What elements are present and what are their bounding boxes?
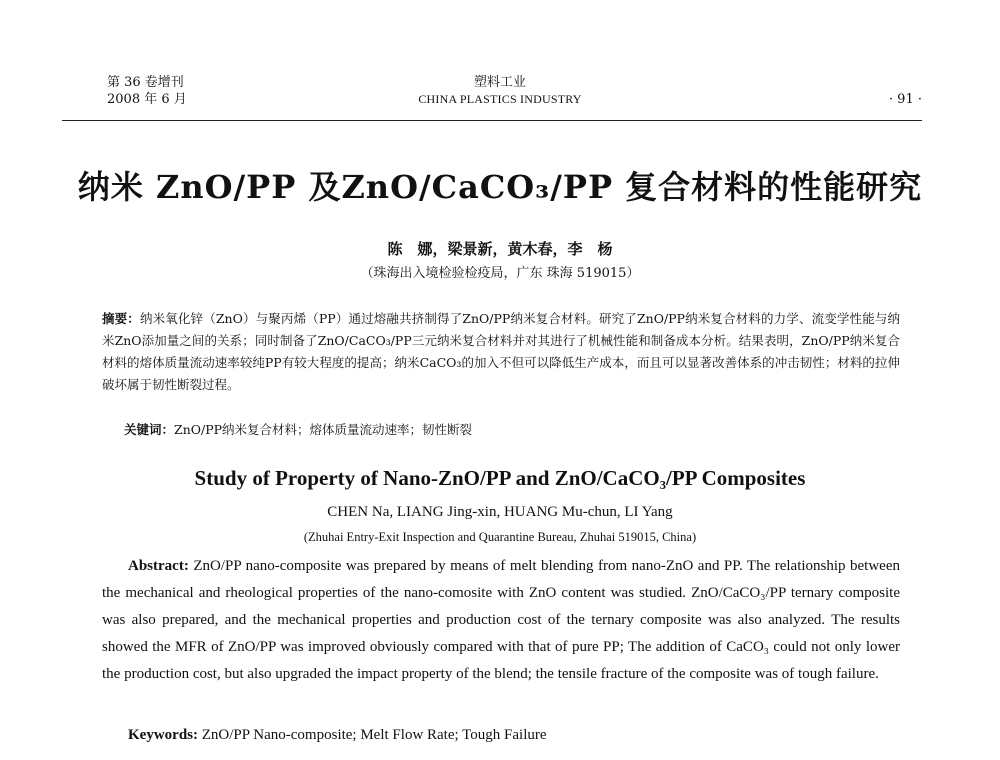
affiliation-cn: （珠海出入境检验检疫局，广东 珠海 519015）	[360, 266, 640, 281]
issue-date: 2008 年 6 月	[107, 92, 187, 107]
volume-label: 第 36 卷增刊	[107, 75, 184, 90]
abstract-en-text: ZnO/PP nano-composite was prepared by means of melt blending from nano-ZnO and PP. The relationship between the mechanical and rheological properties of the nano-comosite with ZnO content was studied. ZnO/CaCO₃/PP ternary composite was also prepared, and the mechanical properties and production cost of the ternary composite was also analyzed. The results showed the MFR of ZnO/PP was improved obviously compared with that of pure PP; The addition of CaCO₃ could not only lower the production cost, but also upgraded the impact property of the blend; the tensile fracture of the composite was of tough failure.	[102, 558, 900, 682]
keywords-en-label: Keywords:	[128, 727, 198, 743]
affiliation-en: (Zhuhai Entry-Exit Inspection and Quarantine Bureau, Zhuhai 519015, China)	[303, 530, 697, 544]
abstract-cn	[102, 308, 900, 396]
abstract-en	[102, 553, 900, 688]
keywords-en	[128, 727, 547, 744]
running-header-journal	[0, 74, 1000, 108]
abstract-en-label: Abstract:	[128, 558, 189, 574]
keywords-cn-text: ZnO/PP纳米复合材料；熔体质量流动速率；韧性断裂	[174, 422, 473, 437]
journal-name-cn: 塑料工业	[473, 75, 526, 90]
abstract-cn-label: 摘要：	[102, 311, 140, 326]
page-number: · 91 ·	[888, 92, 922, 107]
authors-en: CHEN Na, LIANG Jing-xin, HUANG Mu-chun, LI Yang	[327, 504, 673, 520]
header-rule	[62, 120, 922, 121]
keywords-cn	[124, 420, 472, 438]
authors-cn: 陈 娜，梁景新，黄木春，李 杨	[387, 240, 613, 258]
journal-name-en: CHINA PLASTICS INDUSTRY	[418, 92, 582, 106]
keywords-cn-label: 关键词：	[124, 422, 175, 437]
keywords-en-text: ZnO/PP Nano-composite; Melt Flow Rate; Tough Failure	[201, 727, 547, 743]
abstract-cn-text: 纳米氧化锌（ZnO）与聚丙烯（PP）通过熔融共挤制得了ZnO/PP纳米复合材料。研究了ZnO/PP纳米复合材料的力学、流变学性能与纳米ZnO添加量之间的关系；同时制备了ZnO/CaCO₃/PP三元纳米复合材料并对其进行了机械性能和制备成本分析。结果表明，ZnO/PP纳米复合材料的熔体质量流动速率较纯PP有较大程度的提高；纳米CaCO₃的加入不但可以降低生产成本，而且可以显著改善体系的冲击韧性；材料的拉伸破坏属于韧性断裂过程。	[102, 311, 900, 392]
paper-title-cn: 纳米 ZnO/PP 及ZnO/CaCO₃/PP 复合材料的性能研究	[77, 168, 923, 206]
paper-title-en: Study of Property of Nano-ZnO/PP and ZnO/CaCO₃/PP Composites	[194, 466, 806, 490]
